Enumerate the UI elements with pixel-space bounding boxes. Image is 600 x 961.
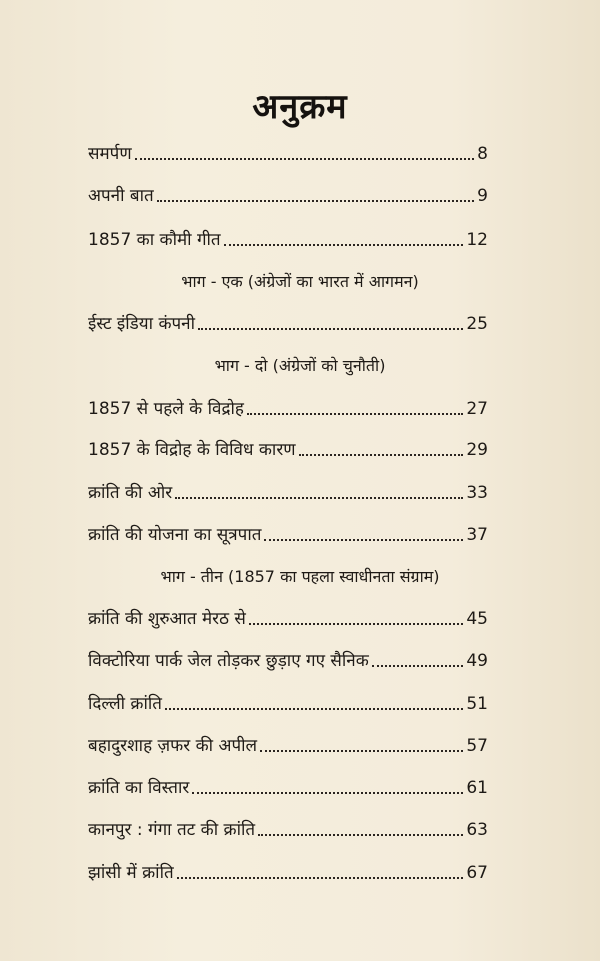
toc-entry-label: 1857 से पहले के विद्रोह <box>88 399 244 419</box>
toc-entry <box>88 184 488 208</box>
toc-page-number: 67 <box>466 863 488 883</box>
dot-leader <box>372 665 464 667</box>
toc-page-number: 61 <box>466 778 488 798</box>
section-heading: भाग - एक (अंग्रेजों का भारत में आगमन) <box>181 272 419 291</box>
toc-entry-label: क्रांति की ओर <box>88 483 173 503</box>
toc-entry <box>88 228 488 252</box>
dot-leader <box>198 328 463 330</box>
dot-leader <box>135 158 475 160</box>
dot-leader <box>165 708 463 710</box>
toc-entry <box>88 607 488 631</box>
section-heading: भाग - दो (अंग्रेजों को चुनौती) <box>214 356 386 375</box>
toc-page-number: 25 <box>466 314 488 334</box>
toc-entry <box>88 438 488 462</box>
toc-entry <box>88 776 488 800</box>
toc-page-number: 37 <box>466 525 488 545</box>
toc-entry <box>88 397 488 421</box>
toc-entry-label: 1857 का कौमी गीत <box>88 230 221 250</box>
dot-leader <box>177 877 464 879</box>
toc-entry <box>88 142 488 166</box>
page-title: अनुक्रम <box>252 87 348 127</box>
dot-leader <box>157 200 474 202</box>
toc-entry-label: दिल्ली क्रांति <box>88 694 162 714</box>
toc-page-number: 63 <box>466 820 488 840</box>
toc-entry-label: ईस्ट इंडिया कंपनी <box>88 314 195 334</box>
toc-entry-label: 1857 के विद्रोह के विविध कारण <box>88 440 296 460</box>
dot-leader <box>247 413 463 415</box>
section-heading: भाग - तीन (1857 का पहला स्वाधीनता संग्राम) <box>160 567 440 586</box>
toc-entry <box>88 523 488 547</box>
toc-page-number: 33 <box>466 483 488 503</box>
dot-leader <box>175 497 463 499</box>
toc-page-number: 12 <box>466 230 488 250</box>
toc-entry <box>88 312 488 336</box>
dot-leader <box>249 623 463 625</box>
toc-page-number: 9 <box>477 186 488 206</box>
toc-entry-label: क्रांति की योजना का सूत्रपात <box>88 525 262 545</box>
toc-page-number: 49 <box>466 651 488 671</box>
toc-page-number: 45 <box>466 609 488 629</box>
toc-entry-label: क्रांति की शुरुआत मेरठ से <box>88 609 246 629</box>
dot-leader <box>224 244 464 246</box>
toc-entry-label: अपनी बात <box>88 186 154 206</box>
toc-entry-label: कानपुर : गंगा तट की क्रांति <box>88 820 256 840</box>
toc-entry <box>88 481 488 505</box>
toc-entry <box>88 734 488 758</box>
dot-leader <box>264 539 463 541</box>
toc-page-number: 29 <box>466 440 488 460</box>
toc-entry-label: विक्टोरिया पार्क जेल तोड़कर छुड़ाए गए सैनिक <box>88 651 369 671</box>
dot-leader <box>299 454 464 456</box>
dot-leader <box>260 750 463 752</box>
toc-entry <box>88 649 488 673</box>
toc-page-number: 57 <box>466 736 488 756</box>
dot-leader <box>192 792 463 794</box>
toc-entry-label: झांसी में क्रांति <box>88 863 174 883</box>
toc-entry-label: समर्पण <box>88 144 132 164</box>
toc-entry-label: बहादुरशाह ज़फर की अपील <box>88 736 258 756</box>
toc-entry <box>88 818 488 842</box>
toc-page-number: 8 <box>477 144 488 164</box>
toc-entry <box>88 692 488 716</box>
toc-page-number: 27 <box>466 399 488 419</box>
toc-page-number: 51 <box>466 694 488 714</box>
toc-entry <box>88 861 488 885</box>
toc-entry-label: क्रांति का विस्तार <box>88 778 190 798</box>
dot-leader <box>258 834 463 836</box>
